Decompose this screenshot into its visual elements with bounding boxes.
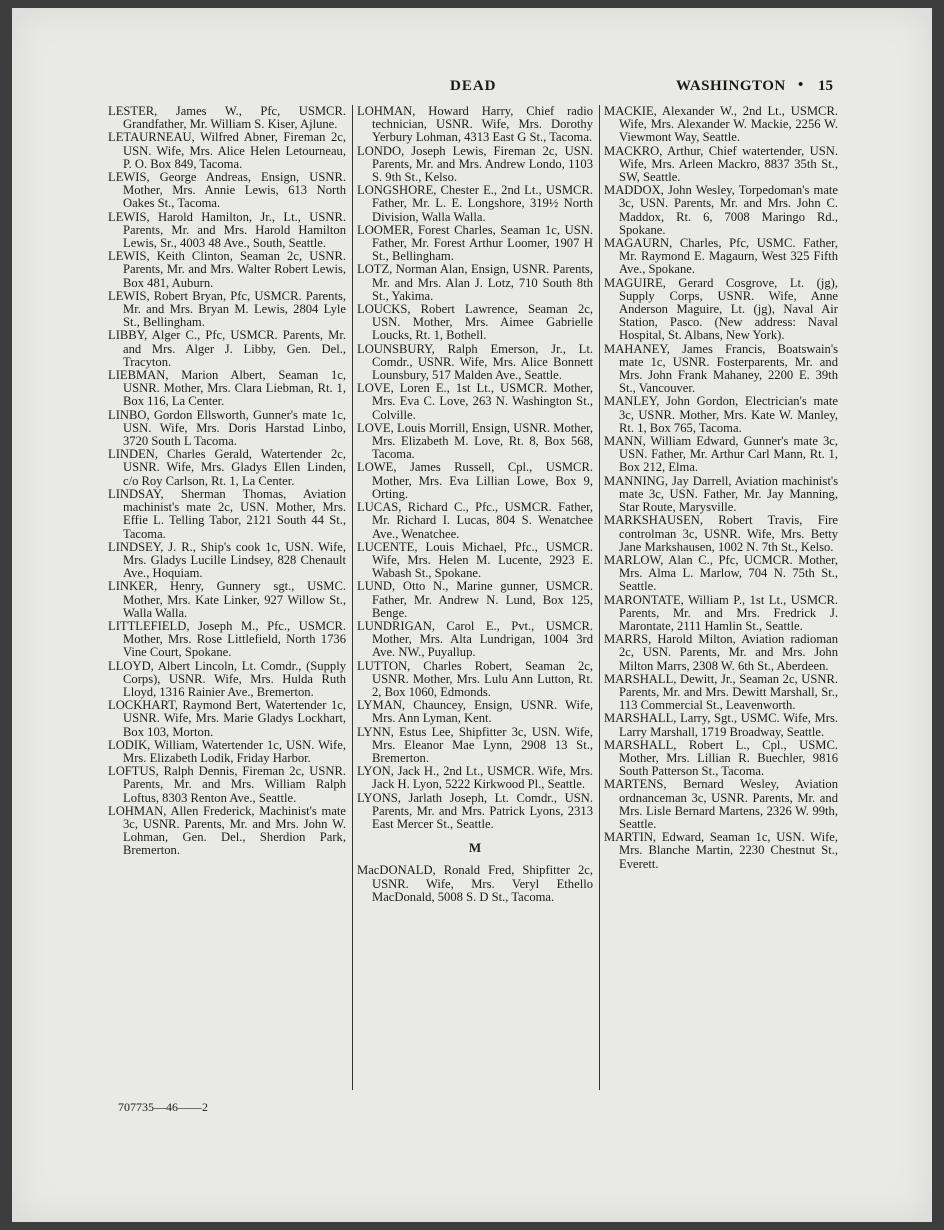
casualty-entry: LEWIS, Harold Hamilton, Jr., Lt., USNR. Parents, Mr. and Mrs. Harold Hamilton Lewis, Sr., 4003 48 Ave., South, Seattle. [108, 209, 346, 251]
column-divider [352, 105, 353, 1090]
casualty-entry: LOHMAN, Howard Harry, Chief radio technician, USNR. Wife, Mrs. Dorothy Yerbury Lohman, 4313 East G St., Tacoma. [357, 104, 593, 145]
casualty-entry: MARKSHAUSEN, Robert Travis, Fire controlman 3c, USNR. Wife, Mrs. Betty Jane Markshausen, 1002 N. 7th St., Kelso. [604, 513, 838, 554]
casualty-entry: LODIK, William, Watertender 1c, USN. Wife, Mrs. Elizabeth Lodik, Friday Harbor. [108, 737, 346, 765]
casualty-entry: LLOYD, Albert Lincoln, Lt. Comdr., (Supply Corps), USNR. Wife, Mrs. Hulda Ruth Lloyd, 1316 Rainier Ave., Bremerton. [108, 658, 346, 699]
casualty-entry: LUNDRIGAN, Carol E., Pvt., USMCR. Mother, Mrs. Alta Lundrigan, 1004 3rd Ave. NW., Puyallup. [357, 618, 593, 660]
casualty-entry: MANLEY, John Gordon, Electrician's mate 3c, USNR. Mother, Mrs. Kate W. Manley, Rt. 1, Box 765, Tacoma. [604, 394, 838, 435]
casualty-entry: LINDSEY, J. R., Ship's cook 1c, USN. Wife, Mrs. Gladys Lucille Lindsey, 828 Chenault Ave., Hoquiam. [108, 539, 346, 581]
casualty-entry: LOUNSBURY, Ralph Emerson, Jr., Lt. Comdr., USNR. Wife, Mrs. Alice Bonnett Lounsbury, 517 Malden Ave., Seattle. [357, 341, 593, 383]
casualty-entry: MAGUIRE, Gerard Cosgrove, Lt. (jg), Supply Corps, USNR. Wife, Anne Anderson Maguire, Lt. (jg), Naval Air Station, Pasco. (New address: Naval Hospital, St. Albans, New York). [604, 275, 838, 343]
casualty-entry: LESTER, James W., Pfc, USMCR. Grandfather, Mr. William S. Kiser, Ajlune. [108, 104, 346, 132]
casualty-entry: LIBBY, Alger C., Pfc, USMCR. Parents, Mr. and Mrs. Alger J. Libby, Gen. Del., Tracyton. [108, 328, 346, 369]
casualty-entry: LOCKHART, Raymond Bert, Watertender 1c, USNR. Wife, Mrs. Marie Gladys Lockhart, Box 103, Morton. [108, 698, 346, 739]
casualty-entry: LETAURNEAU, Wilfred Abner, Fireman 2c, USN. Wife, Mrs. Alice Helen Letourneau, P. O. Box 849, Tacoma. [108, 130, 346, 171]
casualty-entry: LOUCKS, Robert Lawrence, Seaman 2c, USN. Mother, Mrs. Aimee Gabrielle Loucks, Rt. 1, Bothell. [357, 302, 593, 343]
casualty-entry: LINDSAY, Sherman Thomas, Aviation machinist's mate 2c, USN. Mother, Mrs. Effie L. Telling Tabor, 2121 South 44 St., Tacoma. [108, 486, 346, 541]
section-title: DEAD [450, 78, 497, 94]
page-number: 15 [818, 78, 833, 94]
casualty-entry: LINDEN, Charles Gerald, Watertender 2c, USNR. Wife, Mrs. Gladys Ellen Linden, c/o Roy Carlson, Rt. 1, La Center. [108, 447, 346, 488]
casualty-entry: LINKER, Henry, Gunnery sgt., USMC. Mother, Mrs. Kate Linker, 927 Willow St., Walla Walla. [108, 579, 346, 620]
casualty-entry: LUCAS, Richard C., Pfc., USMCR. Father, Mr. Richard I. Lucas, 804 S. Wenatchee Ave., Wenatchee. [357, 500, 593, 541]
casualty-entry: LYON, Jack H., 2nd Lt., USMCR. Wife, Mrs. Jack H. Lyon, 5222 Kirkwood Pl., Seattle. [357, 764, 593, 792]
casualty-entry: MANNING, Jay Darrell, Aviation machinist's mate 3c, USN. Father, Mr. Jay Manning, Star Route, Marysville. [604, 473, 838, 515]
column-2 [357, 105, 593, 904]
casualty-entry: LOTZ, Norman Alan, Ensign, USNR. Parents, Mr. and Mrs. Alan J. Lotz, 710 South 8th St., Yakima. [357, 262, 593, 303]
casualty-entry: MARSHALL, Dewitt, Jr., Seaman 2c, USNR. Parents, Mr. and Mrs. Dewitt Marshall, Sr., 113 Commercial St., Leavenworth. [604, 671, 838, 713]
casualty-entry: MARSHALL, Robert L., Cpl., USMC. Mother, Mrs. Lillian R. Buechler, 9816 South Patterson St., Tacoma. [604, 737, 838, 779]
casualty-entry: LOFTUS, Ralph Dennis, Fireman 2c, USNR. Parents, Mr. and Mrs. William Ralph Loftus, 8303 Renton Ave., Seattle. [108, 764, 346, 805]
casualty-entry: MAHANEY, James Francis, Boatswain's mate 1c, USNR. Fosterparents, Mr. and Mrs. John Frank Mahaney, 2200 E. 39th St., Vancouver. [604, 341, 838, 396]
casualty-entry: MARLOW, Alan C., Pfc, UCMCR. Mother, Mrs. Alma L. Marlow, 704 N. 75th St., Seattle. [604, 552, 838, 594]
casualty-entry: MACKIE, Alexander W., 2nd Lt., USMCR. Wife, Mrs. Alexander W. Mackie, 2256 W. Viewmont Way, Seattle. [604, 104, 838, 145]
casualty-entry: LEWIS, Keith Clinton, Seaman 2c, USNR. Parents, Mr. and Mrs. Walter Robert Lewis, Box 481, Auburn. [108, 249, 346, 290]
casualty-entry: LUND, Otto N., Marine gunner, USMCR. Father, Mr. Andrew N. Lund, Box 125, Benge. [357, 579, 593, 620]
section-letter: M [468, 840, 482, 856]
casualty-entry: LITTLEFIELD, Joseph M., Pfc., USMCR. Mother, Mrs. Rose Littlefield, North 1736 Vine Court, Spokane. [108, 618, 346, 660]
casualty-entry: LONGSHORE, Chester E., 2nd Lt., USMCR. Father, Mr. L. E. Longshore, 319½ North Division, Walla Walla. [357, 183, 593, 224]
casualty-entry: MARRS, Harold Milton, Aviation radioman 2c, USN. Parents, Mr. and Mrs. John Milton Marrs, 2308 W. 6th St., Aberdeen. [604, 632, 838, 673]
casualty-entry: MACKRO, Arthur, Chief watertender, USN. Wife, Mrs. Arleen Mackro, 8837 35th St., SW, Seattle. [604, 143, 838, 185]
casualty-entry: LOWE, James Russell, Cpl., USMCR. Mother, Mrs. Eva Lillian Lowe, Box 9, Orting. [357, 460, 593, 501]
casualty-entry: MANN, William Edward, Gunner's mate 3c, USN. Father, Mr. Arthur Carl Mann, Rt. 1, Box 212, Elma. [604, 434, 838, 475]
header-bullet: • [798, 77, 804, 93]
page-header [0, 78, 944, 100]
casualty-entry: LYONS, Jarlath Joseph, Lt. Comdr., USN. Parents, Mr. and Mrs. Patrick Lyons, 2313 East Mercer St., Seattle. [357, 790, 593, 831]
casualty-entry: LOVE, Loren E., 1st Lt., USMCR. Mother, Mrs. Eva C. Love, 263 N. Washington St., Colville. [357, 381, 593, 422]
casualty-entry: MacDONALD, Ronald Fred, Shipfitter 2c, USNR. Wife, Mrs. Veryl Ethello MacDonald, 5008 S. D St., Tacoma. [357, 863, 593, 904]
column-3 [604, 105, 838, 871]
casualty-entry: MARTIN, Edward, Seaman 1c, USN. Wife, Mrs. Blanche Martin, 2230 Chestnut St., Everett. [604, 830, 838, 871]
casualty-entry: MADDOX, John Wesley, Torpedoman's mate 3c, USN. Parents, Mr. and Mrs. John C. Maddox, Rt. 6, 7008 Maringo Rd., Spokane. [604, 183, 838, 237]
casualty-entry: LUTTON, Charles Robert, Seaman 2c, USNR. Mother, Mrs. Lulu Ann Lutton, Rt. 2, Box 1060, Edmonds. [357, 658, 593, 699]
casualty-entry: LOHMAN, Allen Frederick, Machinist's mate 3c, USNR. Parents, Mr. and Mrs. John W. Lohman, Gen. Del., Sherdion Park, Bremerton. [108, 803, 346, 858]
casualty-entry: LOVE, Louis Morrill, Ensign, USNR. Mother, Mrs. Elizabeth M. Love, Rt. 8, Box 568, Tacoma. [357, 420, 593, 462]
print-code: 707735—46——2 [118, 1100, 208, 1114]
casualty-entry: LOOMER, Forest Charles, Seaman 1c, USN. Father, Mr. Forest Arthur Loomer, 1907 H St., Bellingham. [357, 222, 593, 264]
casualty-entry: MARSHALL, Larry, Sgt., USMC. Wife, Mrs. Larry Marshall, 1719 Broadway, Seattle. [604, 711, 838, 739]
casualty-entry: MAGAURN, Charles, Pfc, USMC. Father, Mr. Raymond E. Magaurn, West 325 Fifth Ave., Spokane. [604, 236, 838, 277]
casualty-entry: LUCENTE, Louis Michael, Pfc., USMCR. Wife, Mrs. Helen M. Lucente, 2923 E. Wabash St., Spokane. [357, 539, 593, 581]
casualty-entry: LONDO, Joseph Lewis, Fireman 2c, USN. Parents, Mr. and Mrs. Andrew Londo, 1103 S. 9th St., Kelso. [357, 143, 593, 185]
casualty-entry: MARTENS, Bernard Wesley, Aviation ordnanceman 3c, USNR. Parents, Mr. and Mrs. Lisle Bernard Martens, 2326 W. 99th, Seattle. [604, 777, 838, 831]
casualty-entry: LEWIS, George Andreas, Ensign, USNR. Mother, Mrs. Annie Lewis, 613 North Oakes St., Tacoma. [108, 170, 346, 211]
state-title: WASHINGTON [676, 78, 786, 94]
column-divider [599, 105, 600, 1090]
casualty-entry: LYNN, Estus Lee, Shipfitter 3c, USN. Wife, Mrs. Eleanor Mae Lynn, 2908 13 St., Bremerton. [357, 724, 593, 765]
casualty-entry: LEWIS, Robert Bryan, Pfc, USMCR. Parents, Mr. and Mrs. Bryan M. Lewis, 2804 Lyle St., Bellingham. [108, 288, 346, 330]
column-1 [108, 105, 346, 858]
casualty-entry: LIEBMAN, Marion Albert, Seaman 1c, USNR. Mother, Mrs. Clara Liebman, Rt. 1, Box 116, La Center. [108, 368, 346, 409]
casualty-entry: MARONTATE, William P., 1st Lt., USMCR. Parents, Mr. and Mrs. Fredrick J. Marontate, 2111 Hamlin St., Seattle. [604, 592, 838, 633]
casualty-entry: LINBO, Gordon Ellsworth, Gunner's mate 1c, USN. Wife, Mrs. Doris Harstad Linbo, 3720 South L Tacoma. [108, 407, 346, 449]
casualty-entry: LYMAN, Chauncey, Ensign, USNR. Wife, Mrs. Ann Lyman, Kent. [357, 698, 593, 726]
